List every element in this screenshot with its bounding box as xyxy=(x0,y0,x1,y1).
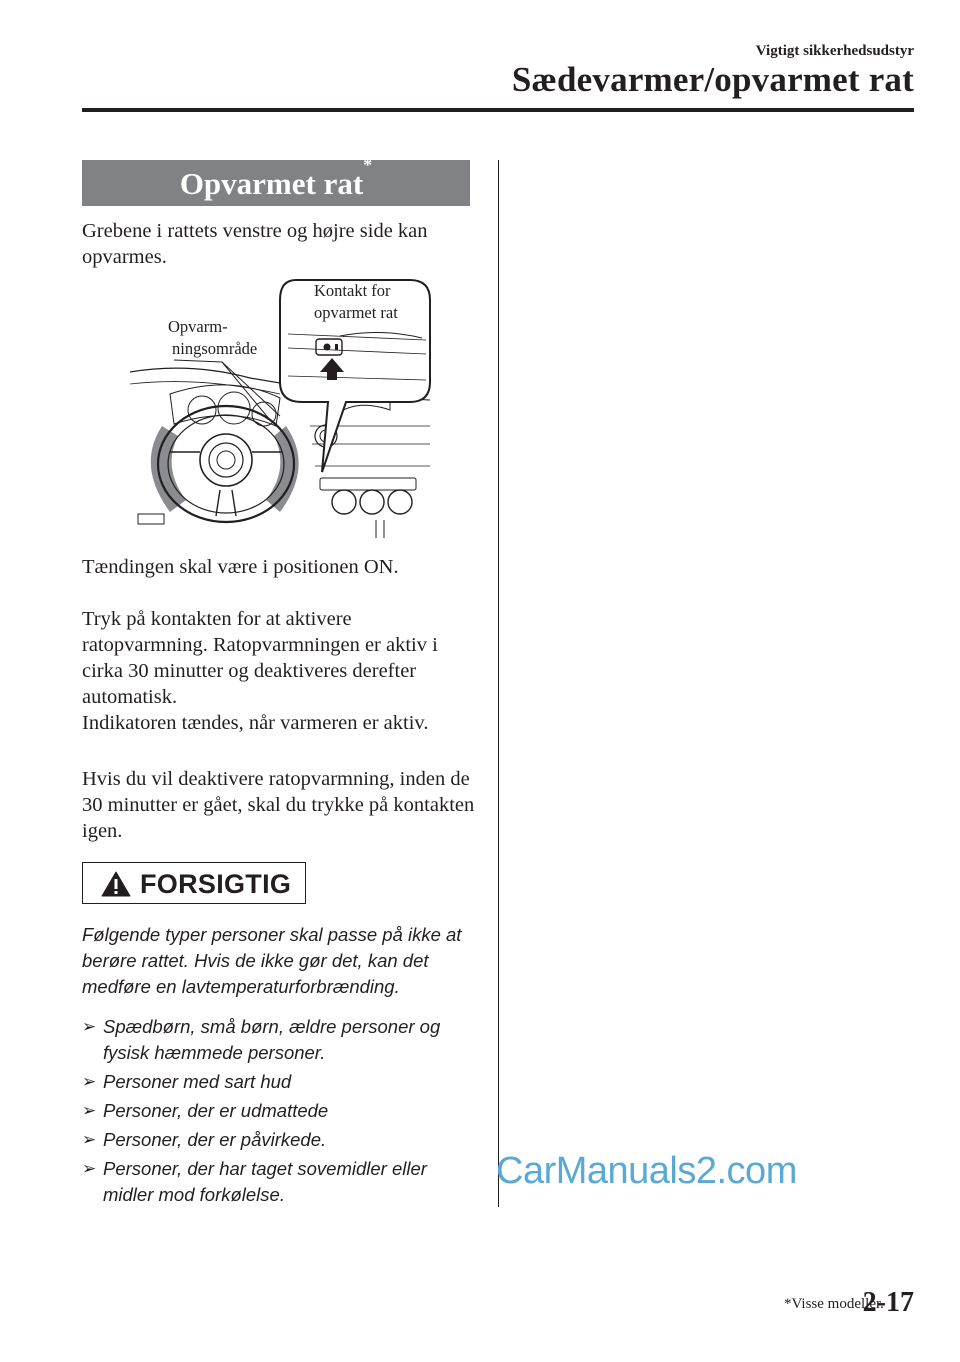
list-item: ➢ Personer, der har taget sovemidler eller midler mod forkølelse. xyxy=(82,1158,427,1205)
warning-icon xyxy=(101,871,131,897)
steering-wheel-illustration xyxy=(130,276,436,538)
watermark: CarManuals2.com xyxy=(496,1150,797,1192)
caution-list xyxy=(82,1014,474,1211)
caution-label: FORSIGTIG xyxy=(140,869,292,899)
activation-text xyxy=(82,606,482,736)
list-item: ➢ Personer, der er påvirkede. xyxy=(82,1127,474,1153)
bullet-arrow-icon: ➢ xyxy=(82,1130,97,1149)
activation-paragraph: Tryk på kontakten for at aktivere ratopvarmning. Ratopvarmningen er aktiv i cirka 30 minutter og deaktiveres derefter automatisk. xyxy=(82,608,438,708)
switch-label-line2: opvarmet rat xyxy=(314,303,398,322)
list-item: ➢ Personer med sart hud xyxy=(82,1069,474,1095)
bullet-arrow-icon: ➢ xyxy=(82,1017,97,1036)
deactivation-text: Hvis du vil deaktivere ratopvarmning, inden de 30 minutter er gået, skal du trykke på kontakten igen. xyxy=(82,768,475,842)
list-item: ➢ Spædbørn, små børn, ældre personer og fysisk hæmmede personer. xyxy=(82,1016,441,1063)
heating-zone-label-line2: ningsområde xyxy=(172,339,258,358)
caution-banner xyxy=(82,862,306,904)
intro-text: Grebene i rattets venstre og højre side kan opvarmes. xyxy=(82,220,428,268)
ignition-text: Tændingen skal være i positionen ON. xyxy=(82,556,399,578)
column-divider xyxy=(498,160,499,1207)
model-footnote-marker: * xyxy=(363,155,373,175)
heating-zone-label-line1: Opvarm- xyxy=(168,317,228,336)
section-heading-text: Opvarmet rat xyxy=(179,166,364,201)
indicator-paragraph: Indikatoren tændes, når varmeren er aktiv. xyxy=(82,712,429,734)
section-heading xyxy=(82,155,470,206)
page-number: 2-17 xyxy=(862,1287,914,1318)
switch-label-line1: Kontakt for xyxy=(314,281,391,300)
bullet-arrow-icon: ➢ xyxy=(82,1072,97,1091)
section-title: Sædevarmer/opvarmet rat xyxy=(511,60,914,99)
footnote: *Visse modeller. xyxy=(784,1296,884,1312)
bullet-arrow-icon: ➢ xyxy=(82,1101,97,1120)
bullet-arrow-icon: ➢ xyxy=(82,1159,97,1178)
list-item: ➢ Personer, der er udmattede xyxy=(82,1098,474,1124)
header-rule xyxy=(82,108,914,112)
caution-text: Følgende typer personer skal passe på ikke at berøre rattet. Hvis de ikke gør det, kan det medføre en lavtemperaturforbrænding. xyxy=(82,924,462,997)
chapter-title: Vigtigt sikkerhedsudstyr xyxy=(755,43,914,59)
